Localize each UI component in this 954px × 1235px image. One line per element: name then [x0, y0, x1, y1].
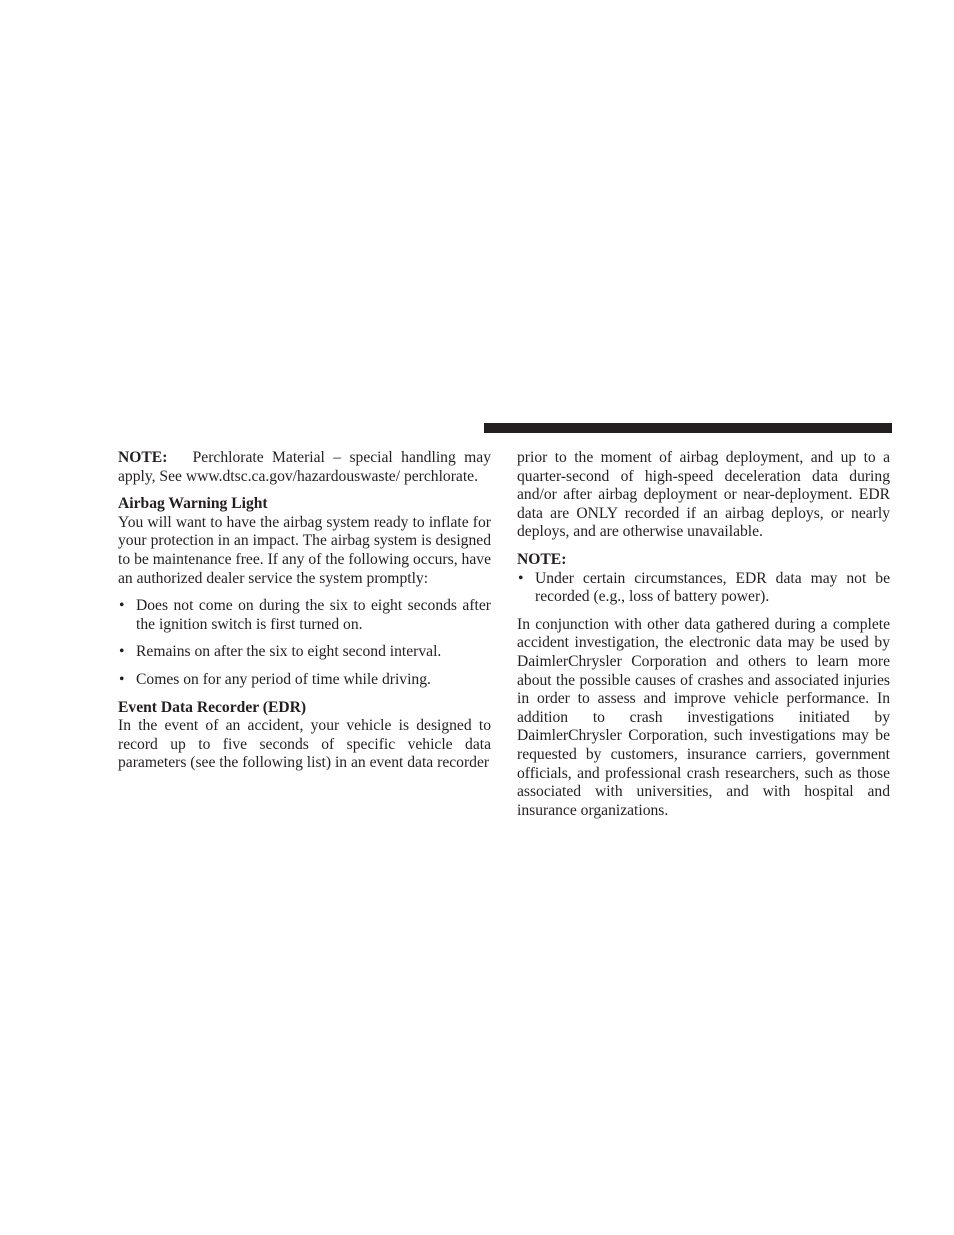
perchlorate-note: [118, 449, 491, 486]
list-item-text: Comes on for any period of time while driving.: [136, 670, 431, 688]
edr-note-bullet-list: [517, 570, 890, 607]
list-item: [118, 671, 491, 690]
airbag-warning-body: You will want to have the airbag system ready to inflate for your protection in an impact. The airbag system is designed to be maintenance free. If any of the following occurs, have an authorized dealer service the system promptly:: [118, 513, 491, 587]
airbag-warning-heading: Airbag Warning Light: [118, 495, 268, 513]
section-rule: [484, 423, 892, 433]
edr-note-label: NOTE:: [517, 550, 567, 568]
bullet-icon: •: [119, 597, 125, 615]
list-item-text: Remains on after the six to eight second interval.: [136, 643, 442, 661]
list-item-text: Under certain circumstances, EDR data may not be recorded (e.g., loss of battery power).: [535, 569, 890, 606]
list-item-text: Does not come on during the six to eight seconds after the ignition switch is first turned on.: [136, 597, 491, 633]
list-item: [517, 570, 890, 607]
left-column: [118, 449, 491, 773]
note-label: NOTE:: [118, 449, 168, 466]
airbag-bullet-list: [118, 597, 491, 689]
list-item: [118, 597, 491, 634]
bullet-icon: •: [119, 643, 125, 661]
edr-continued-body: prior to the moment of airbag deployment, and up to a quarter-second of high-speed deceleration data during and/or after airbag deployment or near-deployment. EDR data are ONLY recorded if an airbag deploys, or nearly deploys, and are otherwise unavailable.: [517, 449, 890, 541]
edr-body: In the event of an accident, your vehicle is designed to record up to five seconds of specific vehicle data parameters (see the following list) in an event data recorder: [118, 717, 491, 772]
conjunction-body: In conjunction with other data gathered during a complete accident investigation, the electronic data may be used by DaimlerChrysler Corporation and others to learn more about the possible causes of crashes and associated injuries in order to assess and improve vehicle performance. In addition to crash investigations initiated by DaimlerChrysler Corporation, such investigations may be requested by customers, insurance carriers, government officials, and professional crash researchers, such as those associated with universities, and with hospital and insurance organizations.: [517, 615, 890, 819]
bullet-icon: •: [119, 670, 125, 688]
edr-heading: Event Data Recorder (EDR): [118, 698, 307, 716]
bullet-icon: •: [518, 569, 524, 587]
note-text: Perchlorate Material – special handling may apply, See www.dtsc.ca.gov/hazardouswaste/ perchlorate.: [118, 449, 491, 485]
list-item: [118, 643, 491, 662]
right-column: [517, 449, 890, 820]
